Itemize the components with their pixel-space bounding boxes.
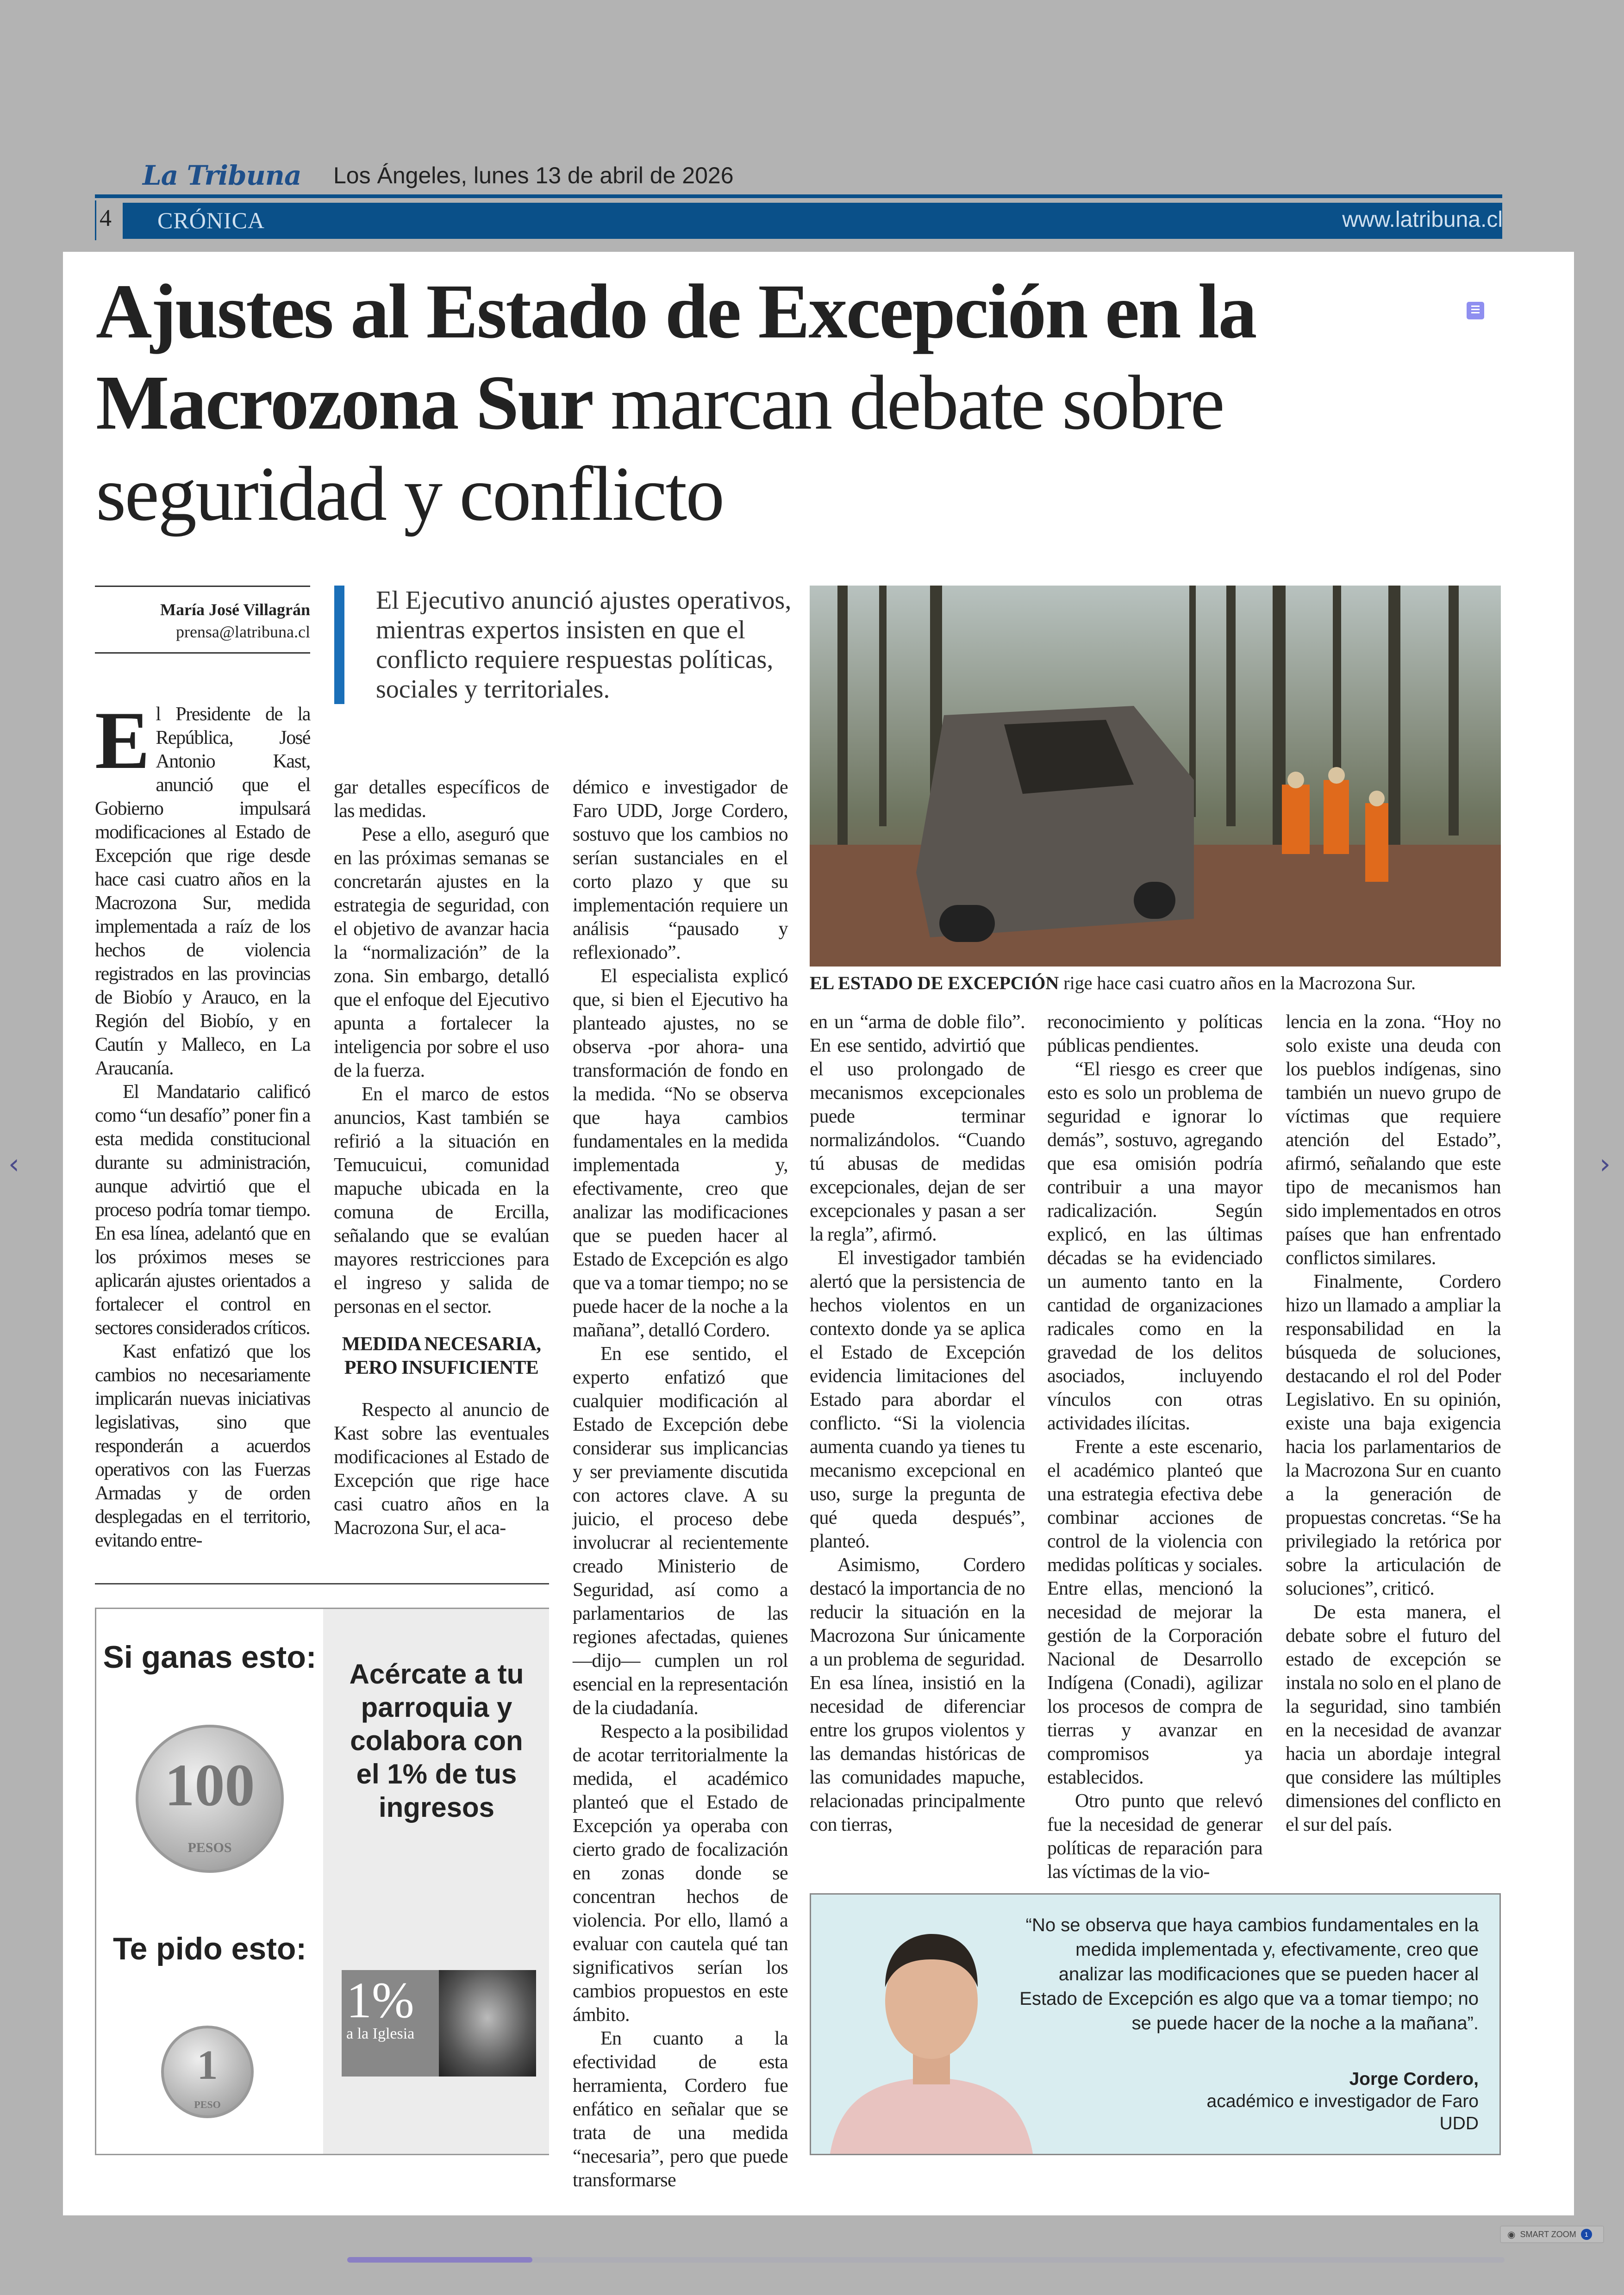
drop-cap: E — [95, 694, 150, 786]
headline — [96, 266, 1255, 540]
dateline: Los Ángeles, lunes 13 de abril de 2026 — [333, 162, 734, 188]
coin-100-icon: 100 PESOS — [136, 1725, 284, 1873]
paragraph: reconocimiento y políticas públicas pendientes. — [1047, 1011, 1262, 1056]
pull-quote — [810, 1893, 1501, 2155]
paragraph: Asimismo, Cordero destacó la importancia de no reducir la situación en la Macrozona Sur únicamente a un problema de seguridad. En esa línea, insistió en la necesidad de diferenciar entre los grupos violentos y las demandas históricas de las comunidades mapuche, relacionadas principalmente con tierras, — [810, 1554, 1025, 1835]
ad-top-text: Si ganas esto: — [103, 1640, 317, 1675]
paragraph: démico e investigador de Faro UDD, Jorge Cordero, sostuvo que los cambios no serían sustanciales en el corto plazo y que su implementación requiere un análisis “pausado y reflexionado”. — [573, 777, 788, 963]
smart-zoom-label: SMART ZOOM — [1520, 2229, 1576, 2239]
smart-zoom-button[interactable] — [1500, 2226, 1604, 2243]
previous-page-arrow-icon[interactable]: ‹ — [8, 1148, 19, 1180]
paragraph: lencia en la zona. “Hoy no solo existe una deuda con los pueblos indígenas, sino también un nuevo grupo de víctimas que requiere atención del Estado”, afirmó, señalando que este tipo de mecanismos han sido implementados en otros países que han enfrentado conflictos similares. — [1286, 1011, 1501, 1269]
paragraph: En ese sentido, el experto enfatizó que cualquier modificación al Estado de Excepción debe considerar sus implicancias y ser previamente discutida con actores clave. A su juicio, el proceso debe involucrar al recientemente creado Ministerio de Seguridad, así como a parlamentarios de las regiones afectadas, quienes —dijo— cumplen un rol esencial en la representación de la ciudadanía. — [573, 1343, 788, 1719]
website-url: www.latribuna.cl — [1342, 207, 1503, 232]
paragraph: Respecto al anuncio de Kast sobre las eventuales modificaciones al Estado de Excepción que rige hace casi cuatro años en la Macrozona Sur, el aca- — [334, 1399, 549, 1539]
paragraph: El especialista explicó que, si bien el Ejecutivo ha planteado ajustes, no se observa -por ahora- una transformación de fondo en la medida. “No se observa que haya cambios fundamentales en la medida implementada y, efectivamente, creo que analizar las modificaciones que se pueden hacer al Estado de Excepción es algo que va a tomar tiempo; no se puede hacer de la noche a la mañana”, detalló Cordero. — [573, 966, 788, 1341]
quote-author-role: académico e investigador de Faro UDD — [1206, 2091, 1479, 2133]
article-column-3 — [573, 776, 788, 2192]
face-image — [439, 1970, 536, 2077]
paragraph: En cuanto a la efectividad de esta herramienta, Cordero fue enfático en señalar que se trata de una medida “necesaria”, pero que puede transformarse — [573, 2028, 788, 2191]
lead-paragraph: El Ejecutivo anunció ajustes operativos, mientras expertos insisten en que el conflicto requiere respuestas políticas, sociales y territoriales. — [334, 586, 793, 704]
paragraph: Finalmente, Cordero hizo un llamado a ampliar la responsabilidad en la búsqueda de soluciones, destacando el rol del Poder Legislativo. En su opinión, existe una baja exigencia hacia los parlamentarios de la Macrozona Sur en cuanto a la generación de propuestas concretas. “Se ha privilegiado la retórica por sobre la articulación de soluciones”, criticó. — [1286, 1271, 1501, 1599]
header-rule — [95, 194, 1502, 198]
author-email: prensa@latribuna.cl — [175, 623, 310, 641]
article-column-1 — [95, 694, 310, 1553]
paragraph: Respecto a la posibilidad de acotar territorialmente la medida, el académico planteó que el Estado de Excepción ya operaba con cierto grado de focalización en zonas donde se concentran hechos de violencia. Por ello, llamó a evaluar con cautela qué tan significativos serían los cambios propuestos en este ámbito. — [573, 1721, 788, 2026]
next-page-arrow-icon[interactable]: › — [1599, 1148, 1611, 1180]
section-label: CRÓNICA — [157, 207, 265, 233]
page-scrollbar-thumb[interactable] — [347, 2257, 532, 2263]
photo-caption — [810, 972, 1416, 994]
quote-text: “No se observa que haya cambios fundamentales en la medida implementada y, efectivamente, creo que analizar las modificaciones que se pueden hacer al Estado de Excepción es algo que va a tomar tiempo; no se puede hacer de la noche a la mañana”. — [1019, 1915, 1479, 2033]
article-column-5 — [1047, 1010, 1262, 1884]
article-column-4 — [810, 1010, 1025, 1837]
article-column-2 — [334, 776, 549, 1540]
quote-author: Jorge Cordero, — [1349, 2069, 1479, 2089]
article-column-6 — [1286, 1010, 1501, 1837]
caption-lead: EL ESTADO DE EXCEPCIÓN — [810, 973, 1059, 993]
iglesia-logo: 1% a la Iglesia — [342, 1970, 536, 2077]
headline-bold: Macrozona Sur — [96, 360, 593, 446]
headline-regular: marcan debate sobre — [593, 360, 1224, 446]
caption-text: rige hace casi cuatro años en la Macrozona Sur. — [1059, 973, 1416, 993]
headline-bold: Ajustes al Estado de Excepción en la — [96, 268, 1256, 355]
section-band — [123, 203, 1502, 239]
newspaper-logo: La Tribuna — [143, 160, 301, 191]
advertisement — [95, 1608, 549, 2155]
paragraph: en un “arma de doble filo”. En ese sentido, advirtió que el uso prolongado de mecanismos excepcionales puede terminar normalizándolos. “Cuando tú abusas de medidas excepcionales, dejan de ser excepcionales y pasan a ser la regla”, afirmó. — [810, 1011, 1025, 1245]
paragraph: Otro punto que relevó fue la necesidad de generar políticas de reparación para las víctimas de la vio- — [1047, 1790, 1262, 1883]
smart-zoom-badge: 1 — [1581, 2229, 1592, 2240]
byline — [95, 586, 310, 654]
eye-icon: ◉ — [1507, 2229, 1516, 2240]
paragraph: El Mandatario calificó como “un desafío” poner fin a esta medida constitucional durante su administración, aunque advirtió que el proceso podría tomar tiempo. En esa línea, adelantó que en los próximos meses se aplicarán ajustes orientados a fortalecer el control en sectores considerados críticos. — [95, 1081, 310, 1339]
coin-1-icon: 1 PESO — [161, 2026, 254, 2118]
paragraph: Kast enfatizó que los cambios no necesariamente implicarán nuevas iniciativas legislativas, sino que responderán a acuerdos operativos con las Fuerzas Armadas y de orden desplegadas en el territorio, evitando entre- — [95, 1341, 310, 1551]
headline-regular: seguridad y conflicto — [96, 451, 724, 537]
article-photo — [810, 586, 1501, 967]
paragraph: gar detalles específicos de las medidas. — [334, 777, 549, 822]
paragraph: Frente a este escenario, el académico planteó que una estrategia efectiva debe combinar acciones de control de la violencia con medidas políticas y sociales. Entre ellas, mencionó la necesidad de mejorar la gestión de la Corporación Nacional de Desarrollo Indígena (Conadi), agilizar los procesos de compra de tierras y avanzar en compromisos ya establecidos. — [1047, 1436, 1262, 1788]
ad-bottom-text: Te pido esto: — [112, 1931, 307, 1966]
paragraph: El investigador también alertó que la persistencia de hechos violentos en un contexto donde ya se aplica el Estado de Excepción evidencia limitaciones del Estado para abordar el conflicto. “Si la violencia aumenta cuando ya tienes tu mecanismo excepcional en uso, surge la pregunta de qué queda después”, planteó. — [810, 1247, 1025, 1552]
page-number: 4 — [100, 205, 112, 231]
column-divider — [95, 1583, 549, 1584]
ad-call-to-action: Acércate a tu parroquia y colabora con el 1% de tus ingresos — [349, 1659, 524, 1823]
note-icon[interactable] — [1467, 302, 1484, 319]
paragraph: El Presidente de la República, José Antonio Kast, anunció que el Gobierno impulsará modificaciones al Estado de Excepción que rige desde hace casi cuatro años en la Macrozona Sur, medida implementada a raíz de los hechos de violencia registrados en las provincias de Biobío y Arauco, en la Región del Biobío, y en Cautín y Malleco, en La Araucanía. — [95, 694, 310, 1079]
paragraph: “El riesgo es creer que esto es solo un problema de seguridad e ignorar lo demás”, sostuvo, agregando que esa omisión podría contribuir a una mayor radicalización. Según explicó, en las últimas décadas se ha evidenciado un aumento tanto en la cantidad de organizaciones radicales como en la gravedad de los delitos asociados, incluyendo vínculos con otras actividades ilícitas. — [1047, 1059, 1262, 1434]
paragraph: Pese a ello, aseguró que en las próximas semanas se concretarán ajustes en la estrategia de seguridad, con el objetivo de avanzar hacia la “normalización” de la zona. Sin embargo, detalló que el enfoque del Ejecutivo apunta a fortalecer la inteligencia por sobre el uso de la fuerza. — [334, 824, 549, 1081]
author-name: María José Villagrán — [160, 600, 310, 619]
subheading: MEDIDA NECESARIA, PERO INSUFICIENTE — [342, 1334, 541, 1378]
paragraph: De esta manera, el debate sobre el futuro del estado de excepción se instala no solo en el plano de la seguridad, sino también en la necesidad de avanzar hacia un abordaje integral que considere las múltiples dimensiones del conflicto en el sur del país. — [1286, 1602, 1501, 1835]
paragraph: En el marco de estos anuncios, Kast también se refirió a la situación en Temucuicui, comunidad mapuche ubicada en la comuna de Ercilla, señalando que se evalúan mayores restricciones para el ingreso y salida de personas en el sector. — [334, 1084, 549, 1317]
